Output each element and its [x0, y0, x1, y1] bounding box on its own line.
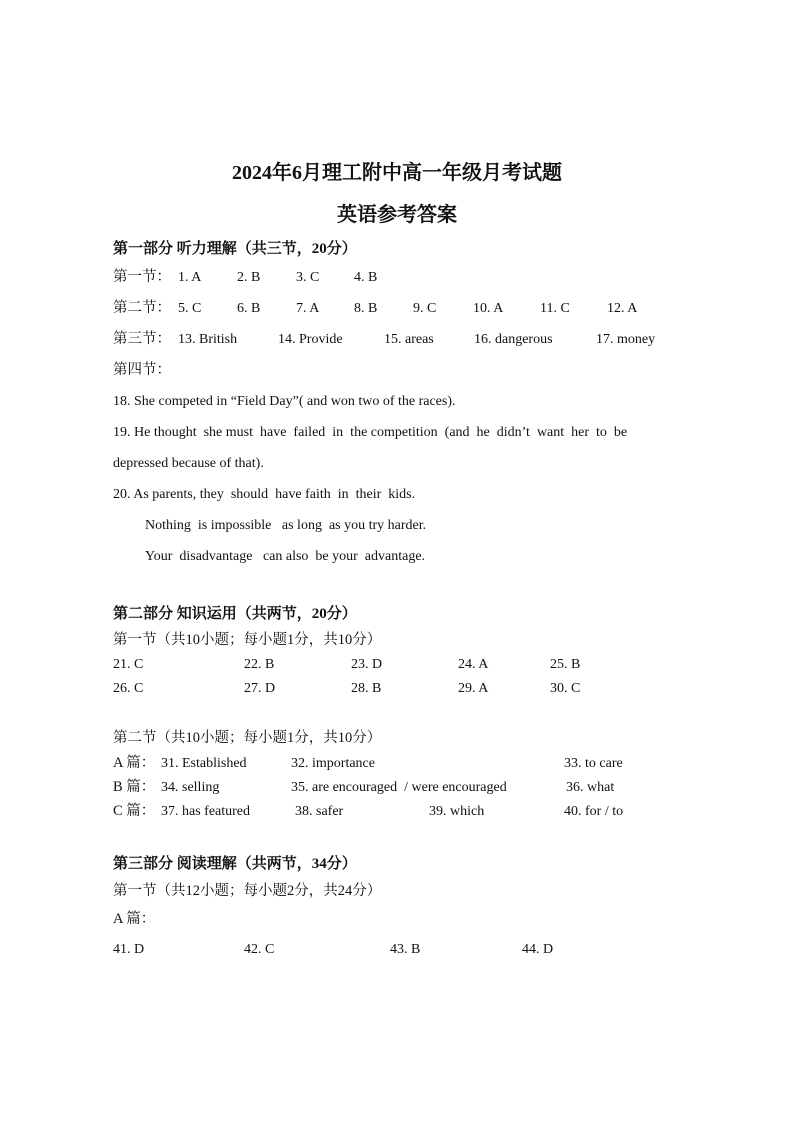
answer: 43. B	[390, 942, 421, 957]
answer: 5. C	[178, 301, 202, 316]
passage-label: C 篇：	[113, 803, 156, 819]
answer: 13. British	[178, 332, 238, 347]
answer: 24. A	[458, 657, 489, 672]
answer: 38. safer	[295, 804, 344, 819]
answer: 14. Provide	[278, 332, 343, 347]
answer: 7. A	[296, 301, 320, 316]
answer: 10. A	[473, 301, 504, 316]
answer: 2. B	[237, 270, 261, 285]
answer: 44. D	[522, 942, 554, 957]
part2-heading: 第二部分 知识运用（共两节，20分）	[113, 606, 357, 622]
answer: 27. D	[244, 681, 276, 696]
section-label: 第四节：	[113, 362, 171, 378]
answer: 34. selling	[161, 780, 220, 795]
answer: 39. which	[429, 804, 485, 819]
answer: 9. C	[413, 301, 437, 316]
answer-19-line2: depressed because of that).	[113, 456, 264, 471]
part1-heading: 第一部分 听力理解（共三节，20分）	[113, 241, 357, 257]
section-label: 第二节（共10小题；每小题1分，共10分）	[113, 730, 382, 746]
answer: 3. C	[296, 270, 320, 285]
answer: 33. to care	[564, 756, 623, 771]
answer: 15. areas	[384, 332, 434, 347]
page-title: 2024年6月理工附中高一年级月考试题	[232, 162, 562, 184]
answer: 28. B	[351, 681, 382, 696]
page-subtitle: 英语参考答案	[337, 204, 457, 226]
answer: 6. B	[237, 301, 261, 316]
answer: 30. C	[550, 681, 581, 696]
answer: 23. D	[351, 657, 383, 672]
answer: 16. dangerous	[474, 332, 553, 347]
answer-20-line2: Nothing is impossible as long as you try harder.	[145, 518, 427, 533]
section-label: 第三节：	[113, 331, 171, 347]
answer: 21. C	[113, 657, 144, 672]
answer: 17. money	[596, 332, 656, 347]
answer: 11. C	[540, 301, 570, 316]
passage-label: B 篇：	[113, 779, 156, 795]
answer: 41. D	[113, 942, 145, 957]
answer-18: 18. She competed in “Field Day”( and won two of the races).	[113, 394, 456, 409]
section-label: 第一节（共10小题；每小题1分，共10分）	[113, 632, 382, 648]
answer: 32. importance	[291, 756, 375, 771]
answer: 1. A	[178, 270, 202, 285]
answer: 31. Established	[161, 756, 247, 771]
answer: 8. B	[354, 301, 378, 316]
section-label: 第一节（共12小题；每小题2分，共24分）	[113, 883, 382, 899]
answer: 25. B	[550, 657, 581, 672]
passage-label: A 篇：	[113, 911, 156, 927]
answer: 29. A	[458, 681, 489, 696]
answer: 40. for / to	[564, 804, 624, 819]
answer: 37. has featured	[161, 804, 251, 819]
answer: 42. C	[244, 942, 275, 957]
section-label: 第二节：	[113, 300, 171, 316]
answer: 4. B	[354, 270, 378, 285]
answer: 26. C	[113, 681, 144, 696]
answer: 12. A	[607, 301, 638, 316]
answer-20-line3: Your disadvantage can also be your advantage.	[145, 549, 426, 564]
answer: 35. are encouraged / were encouraged	[291, 780, 507, 795]
part3-heading: 第三部分 阅读理解（共两节，34分）	[113, 856, 357, 872]
answer-19-line1: 19. He thought she must have failed in the competition (and he didn’t want her to be	[113, 425, 628, 440]
passage-label: A 篇：	[113, 755, 156, 771]
answer: 36. what	[566, 780, 615, 795]
answer: 22. B	[244, 657, 275, 672]
section-label: 第一节：	[113, 269, 171, 285]
answer-20-line1: 20. As parents, they should have faith in their kids.	[113, 487, 416, 502]
